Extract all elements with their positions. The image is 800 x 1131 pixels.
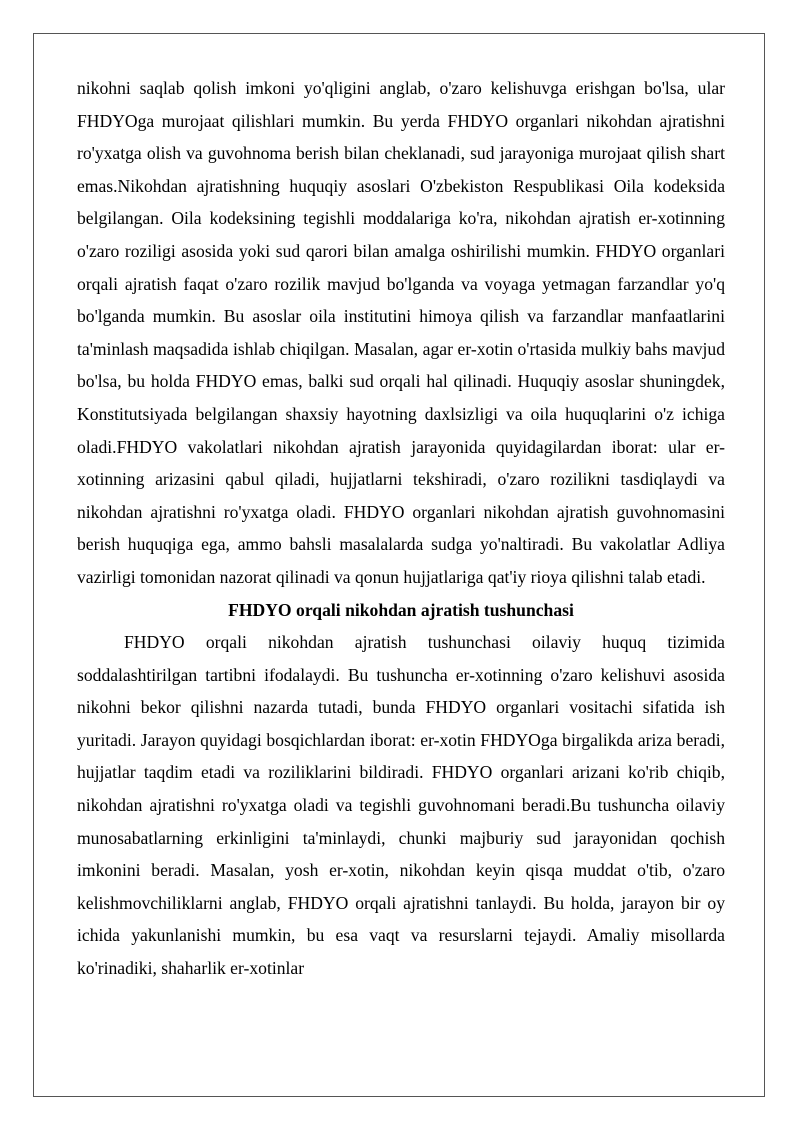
document-body (77, 72, 725, 985)
body-paragraph-continued: nikohni saqlab qolish imkoni yo'qligini anglab, o'zaro kelishuvga erishgan bo'lsa, ular FHDYOga murojaat qilishlari mumkin. Bu yerda FHDYO organlari nikohdan ajratishni ro'yxatga olish va guvohnoma berish bilan cheklanadi, sud jarayoniga murojaat qilish shart emas.Nikohdan ajratishning huquqiy asoslari O'zbekiston Respublikasi Oila kodeksida belgilangan. Oila kodeksining tegishli moddalariga ko'ra, nikohdan ajratish er-xotinning o'zaro roziligi asosida yoki sud qarori bilan amalga oshirilishi mumkin. FHDYO organlari orqali ajratish faqat o'zaro rozilik mavjud bo'lganda va voyaga yetmagan farzandlar yo'q bo'lganda mumkin. Bu asoslar oila institutini himoya qilish va farzandlar manfaatlarini ta'minlash maqsadida ishlab chiqilgan. Masalan, agar er-xotin o'rtasida mulkiy bahs mavjud bo'lsa, bu holda FHDYO emas, balki sud orqali hal qilinadi. Huquqiy asoslar shuningdek, Konstitutsiyada belgilangan shaxsiy hayotning daxlsizligi va oila huquqlarini o'z ichiga oladi.FHDYO vakolatlari nikohdan ajratish jarayonida quyidagilardan iborat: ular er-xotinning arizasini qabul qiladi, hujjatlarni tekshiradi, o'zaro rozilikni tasdiqlaydi va nikohdan ajratishni ro'yxatga oladi. FHDYO organlari nikohdan ajratish guvohnomasini berish huquqiga ega, ammo bahsli masalalarda sudga yo'naltiradi. Bu vakolatlar Adliya vazirligi tomonidan nazorat qilinadi va qonun hujjatlariga qat'iy rioya qilishni talab etadi. (77, 78, 725, 587)
section-heading: FHDYO orqali nikohdan ajratish tushunchasi (228, 599, 574, 620)
body-paragraph: FHDYO orqali nikohdan ajratish tushunchasi oilaviy huquq tizimida soddalashtirilgan tartibni ifodalaydi. Bu tushuncha er-xotinning o'zaro kelishuvi asosida nikohni bekor qilishni nazarda tutadi, bunda FHDYO organlari vositachi sifatida ish yuritadi. Jarayon quyidagi bosqichlardan iborat: er-xotin FHDYOga birgalikda ariza beradi, hujjatlar taqdim etadi va roziliklarini bildiradi. FHDYO organlari arizani ko'rib chiqib, nikohdan ajratishni ro'yxatga oladi va tegishli guvohnomani beradi.Bu tushuncha oilaviy munosabatlarning erkinligini ta'minlaydi, chunki majburiy sud jarayonidan qochish imkonini beradi. Masalan, yosh er-xotin, nikohdan keyin qisqa muddat o'tib, o'zaro kelishmovchiliklarni anglab, FHDYO orqali ajratishni tanlaydi. Bu holda, jarayon bir oy ichida yakunlanishi mumkin, bu esa vaqt va resurslarni tejaydi. Amaliy misollarda ko'rinadiki, shaharlik er-xotinlar (77, 632, 725, 979)
